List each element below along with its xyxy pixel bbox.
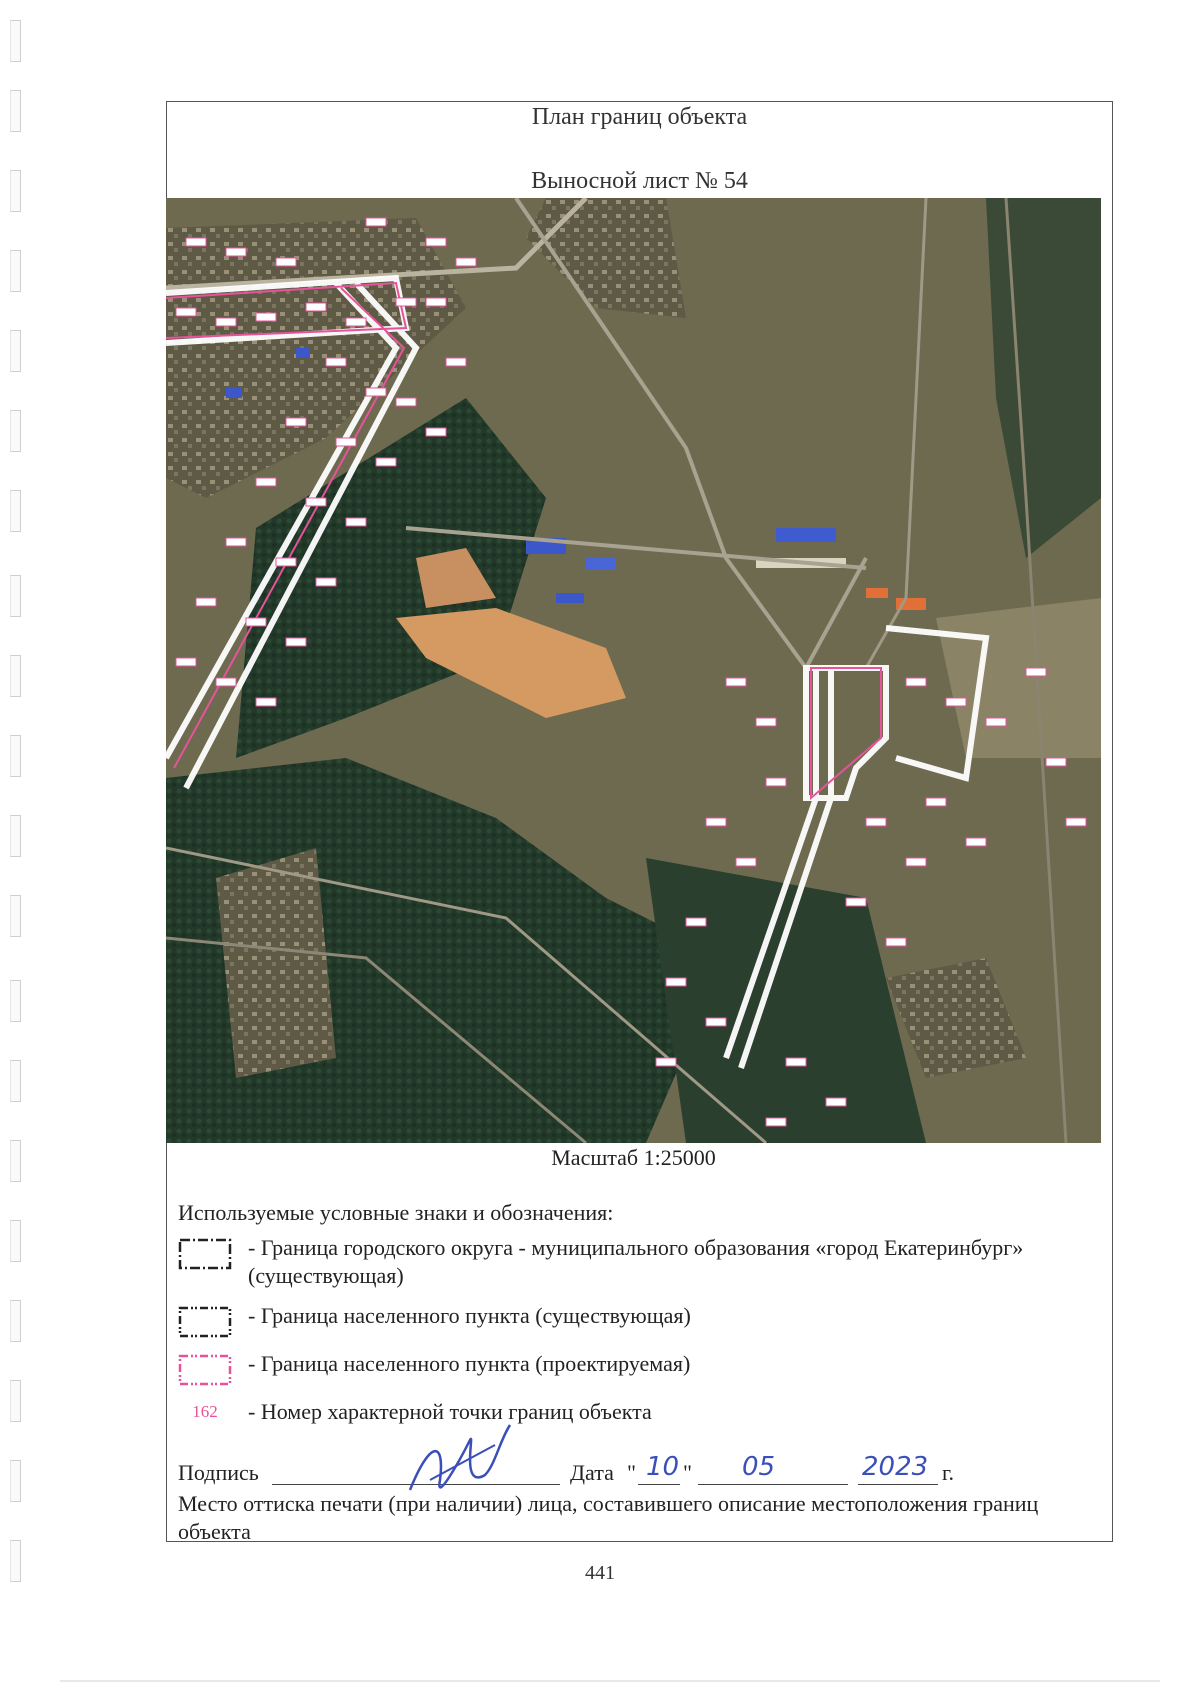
dash-dot-black-icon [176,1234,234,1274]
year-suffix: г. [942,1460,955,1485]
binder-holes [6,20,28,1660]
date-year: 2023 [862,1452,929,1482]
date-year-field[interactable] [858,1484,938,1485]
point-number-sample: 162 [192,1402,218,1421]
legend-text: - Граница населенного пункта (существующая) [248,1303,691,1328]
stamp-note: Место оттиска печати (при наличии) лица, составившего описание местоположения границ объекта [178,1491,1039,1544]
legend-text: - Номер характерной точки границ объекта [248,1399,652,1424]
date-month: 05 [742,1452,776,1482]
date-day: 10 [646,1452,680,1482]
date-day-field[interactable] [638,1484,680,1485]
map-image [166,198,1101,1143]
legend-text: - Граница населенного пункта (проектируемая) [248,1351,691,1376]
page-title: План границ объекта [531,104,748,130]
date-label: Дата [570,1460,614,1485]
legend-title: Используемые условные знаки и обозначения: [178,1200,614,1225]
date-month-field[interactable] [698,1484,848,1485]
dotted-black-icon [176,1302,234,1342]
map-scale: Масштаб 1:25000 [551,1145,716,1170]
legend-text: - Граница городского округа - муниципального образования «город Екатеринбург» (существующая) [248,1235,1024,1288]
satellite-map [166,198,1101,1143]
signature-label: Подпись [178,1460,259,1485]
dotted-pink-icon [176,1350,234,1390]
sheet-subtitle: Выносной лист № 54 [531,168,748,194]
page-number: 441 [585,1562,615,1584]
page-bottom-edge [60,1680,1160,1682]
